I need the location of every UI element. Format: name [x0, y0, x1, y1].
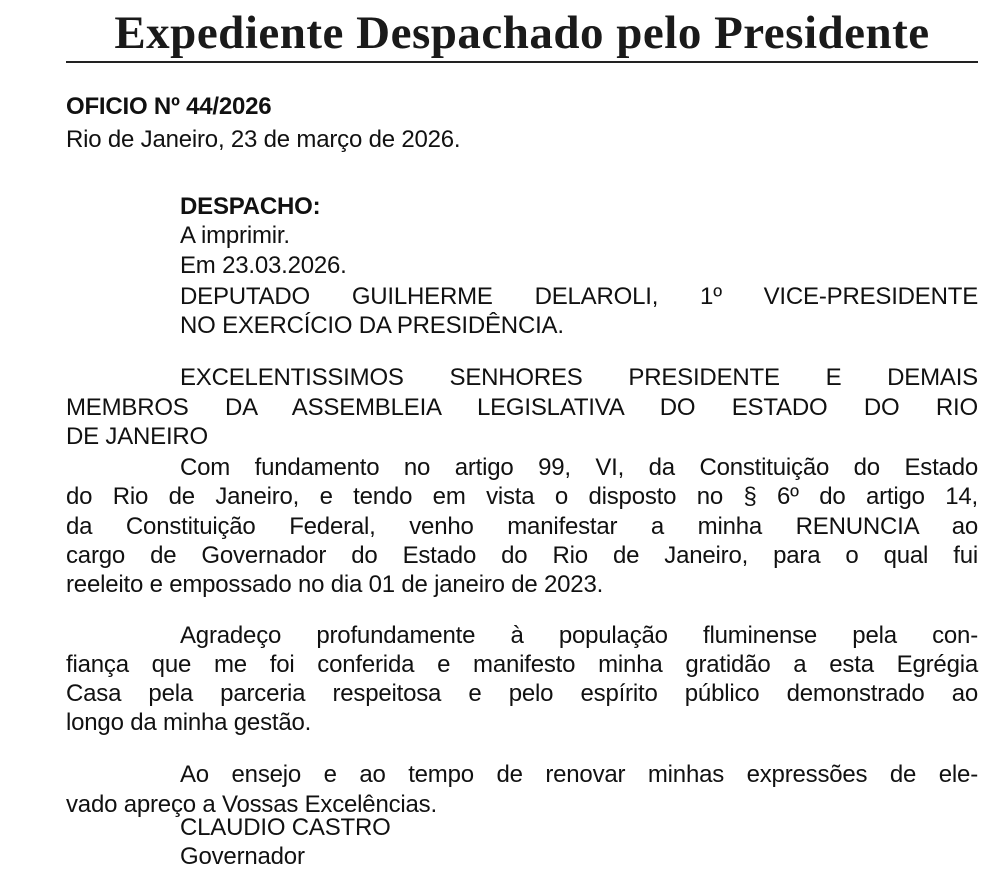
despacho-label: DESPACHO:	[180, 193, 321, 220]
despacho-line: A imprimir.	[180, 222, 290, 249]
body-line: da Constituição Federal, venho manifestar a minha RENUNCIA ao	[66, 513, 978, 540]
oficio-number: OFICIO Nº 44/2026	[66, 93, 272, 120]
body-line: Agradeço profundamente à população fluminense pela con-	[180, 622, 978, 649]
title-divider	[66, 61, 978, 63]
body-line: reeleito e empossado no dia 01 de janeiro de 2023.	[66, 571, 604, 598]
body-line: DE JANEIRO	[66, 423, 209, 450]
despacho-line: Em 23.03.2026.	[180, 252, 347, 279]
body-line: fiança que me foi conferida e manifesto minha gratidão a esta Egrégia	[66, 651, 978, 678]
page-title: Expediente Despachado pelo Presidente	[114, 7, 930, 59]
body-line: longo da minha gestão.	[66, 709, 312, 736]
signature-name: CLAUDIO CASTRO	[180, 814, 391, 841]
body-line: Casa pela parceria respeitosa e pelo espírito público demonstrado ao	[66, 680, 978, 707]
body-line: Com fundamento no artigo 99, VI, da Constituição do Estado	[180, 454, 978, 481]
despacho-line: NO EXERCÍCIO DA PRESIDÊNCIA.	[180, 312, 564, 339]
body-line: do Rio de Janeiro, e tendo em vista o disposto no § 6º do artigo 14,	[66, 483, 978, 510]
body-line: Ao ensejo e ao tempo de renovar minhas expressões de ele-	[180, 761, 978, 788]
signature-role: Governador	[180, 843, 305, 870]
body-line: vado apreço a Vossas Excelências.	[66, 791, 437, 818]
body-line: cargo de Governador do Estado do Rio de Janeiro, para o qual fui	[66, 542, 978, 569]
body-line: EXCELENTISSIMOS SENHORES PRESIDENTE E DEMAIS	[180, 364, 978, 391]
body-line: MEMBROS DA ASSEMBLEIA LEGISLATIVA DO ESTADO DO RIO	[66, 394, 978, 421]
place-date: Rio de Janeiro, 23 de março de 2026.	[66, 126, 461, 153]
despacho-line: DEPUTADO GUILHERME DELAROLI, 1º VICE-PRESIDENTE	[180, 283, 978, 310]
